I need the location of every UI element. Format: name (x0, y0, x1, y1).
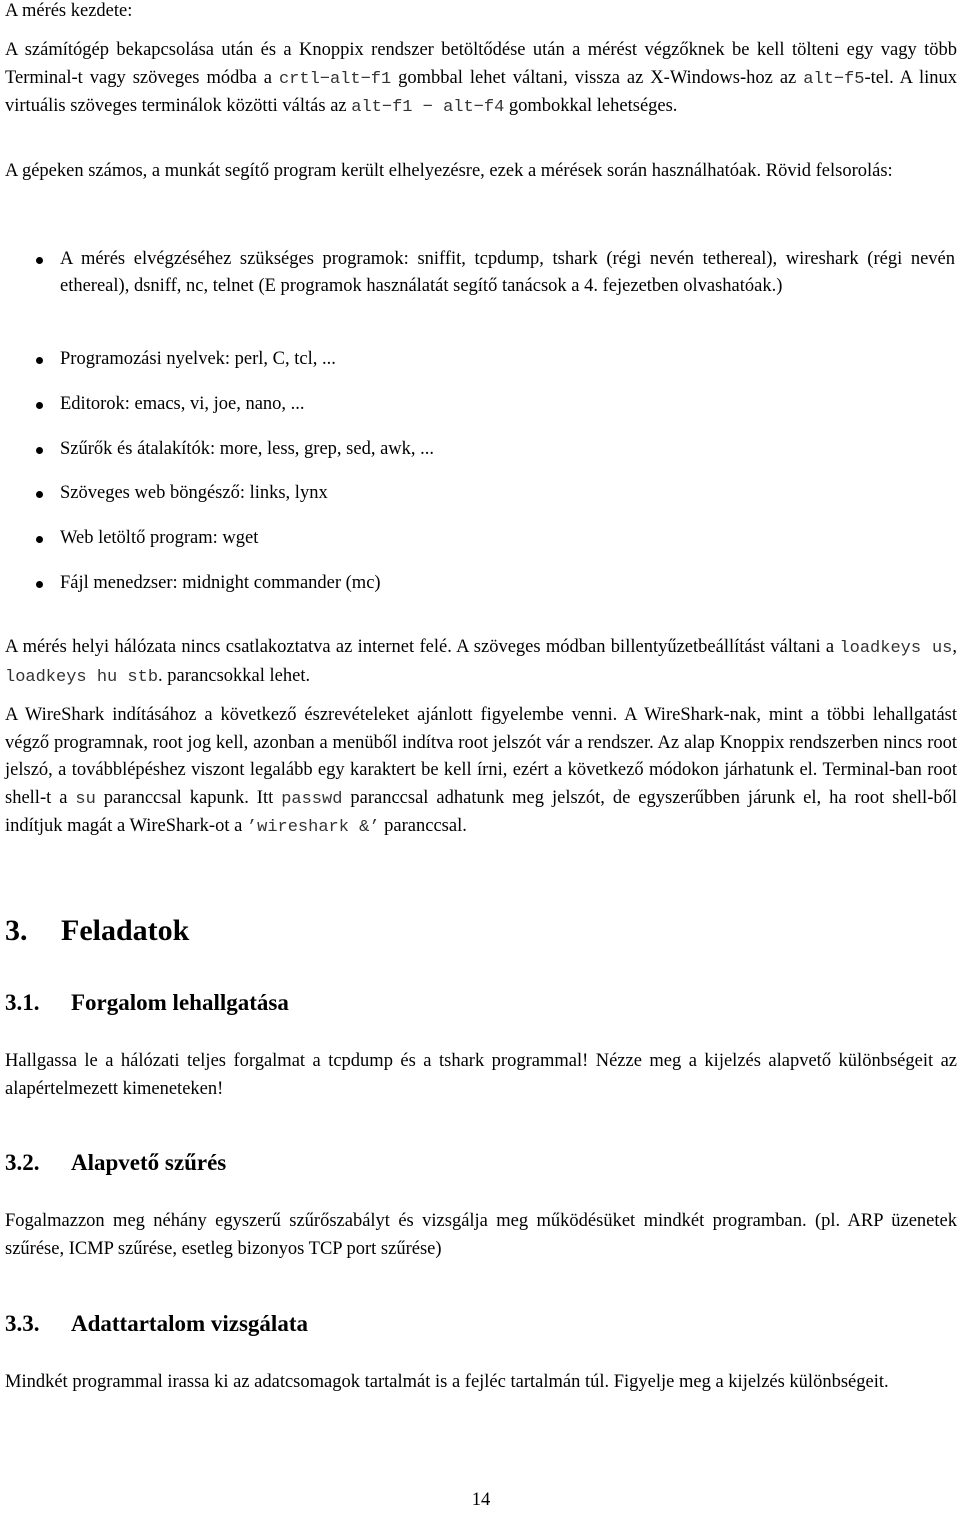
intro-heading: A mérés kezdete: (5, 1, 133, 21)
bullet-icon (36, 491, 43, 498)
subsection-heading-3-2: 3.2. Alapvető szűrés (5, 1150, 227, 1175)
paragraph-network: A mérés helyi hálózata nincs csatlakoztatva az internet felé. A szöveges módban billentyűzetbeállítást váltani a loadkeys us, loadkeys hu stb. parancsokkal lehet. (5, 637, 957, 687)
list-item: Szűrők és átalakítók: more, less, grep, sed, awk, ... (60, 439, 435, 459)
code-wireshark: ’wireshark &’ (246, 818, 380, 837)
list-item: Fájl menedzser: midnight commander (mc) (60, 573, 381, 593)
page-number: 14 (471, 1490, 491, 1510)
code-crtl-alt-f1: crtl−alt−f1 (278, 69, 392, 89)
code-loadkeys-us: loadkeys us (839, 639, 953, 658)
subsection-heading-3-3: 3.3. Adattartalom vizsgálata (5, 1311, 308, 1336)
list-item: Web letöltő program: wget (60, 528, 259, 548)
bullet-icon (36, 581, 43, 588)
bullet-icon (36, 257, 43, 264)
paragraph-startup: A számítógép bekapcsolása után és a Knoppix rendszer betöltődése után a mérést végzőknek be kell tölteni egy vagy több Terminal-t vagy szöveges módba a crtl−alt−f1 gombbal lehet váltani, vissza az X-Windows-hoz az alt−f5-tel. A linux virtuális szöveges terminálok közötti váltás az alt−f1 − alt−f4 gombokkal lehetséges. (5, 40, 957, 117)
list-item: Programozási nyelvek: perl, C, tcl, ... (60, 349, 336, 369)
code-alt-f1-f4: alt−f1 − alt−f4 (351, 98, 505, 117)
paragraph-programs-intro: A gépeken számos, a munkát segítő program került elhelyezésre, ezek a mérések során használhatóak. Rövid felsorolás: (5, 161, 893, 181)
list-item: A mérés elvégzéséhez szükséges programok: sniffit, tcpdump, tshark (régi nevén tethereal), wireshark (régi nevén ethereal), dsniff, nc, telnet (E programok használatát segítő tanácsok a 4. fejezetben olvashatóak.) (60, 249, 955, 296)
paragraph-3-1: Hallgassa le a hálózati teljes forgalmat a tcpdump és a tshark programmal! Nézze meg a kijelzés alapvető különbségeit az alapértelmezett kimeneteken! (5, 1051, 957, 1099)
bullet-icon (36, 447, 43, 454)
subsection-heading-3-1: 3.1. Forgalom lehallgatása (5, 990, 289, 1015)
paragraph-3-2: Fogalmazzon meg néhány egyszerű szűrőszabályt és vizsgálja meg működésüket mindkét programban. (pl. ARP üzenetek szűrése, ICMP szűrése, esetleg bizonyos TCP port szűrése) (5, 1211, 957, 1259)
list-item: Szöveges web böngésző: links, lynx (60, 483, 328, 503)
list-item: Editorok: emacs, vi, joe, nano, ... (60, 394, 305, 414)
code-alt-f5: alt−f5 (803, 69, 865, 89)
bullet-icon (36, 402, 43, 409)
paragraph-wireshark: A WireShark indításához a következő észrevételeket ajánlott figyelembe venni. A WireShark-nak, mint a többi lehallgatást végző programnak, root jog kell, azonban a menüből indítva root jelszót vár a rendszer. Az alap Knoppix rendszerben nincs root jelszó, a továbblépéshez viszont legalább egy karaktert be kell írni, ezért a következő módokon járhatunk el. Terminal-ban root shell-t a su paranccsal kapunk. Itt passwd paranccsal adhatunk meg jelszót, de egyszerűbben járunk el, ha root shell-ből indítjuk magát a WireShark-ot a ’wireshark &’ paranccsal. (5, 705, 957, 837)
bullet-icon (36, 536, 43, 543)
code-passwd: passwd (281, 789, 343, 809)
code-su: su (75, 789, 96, 809)
bullet-icon (36, 357, 43, 364)
section-heading-feladatok: 3. Feladatok (5, 914, 190, 947)
paragraph-3-3: Mindkét programmal irassa ki az adatcsomagok tartalmát is a fejléc tartalmán túl. Figyelje meg a kijelzés különbségeit. (5, 1372, 889, 1392)
code-loadkeys-hu: loadkeys hu stb (5, 667, 159, 687)
